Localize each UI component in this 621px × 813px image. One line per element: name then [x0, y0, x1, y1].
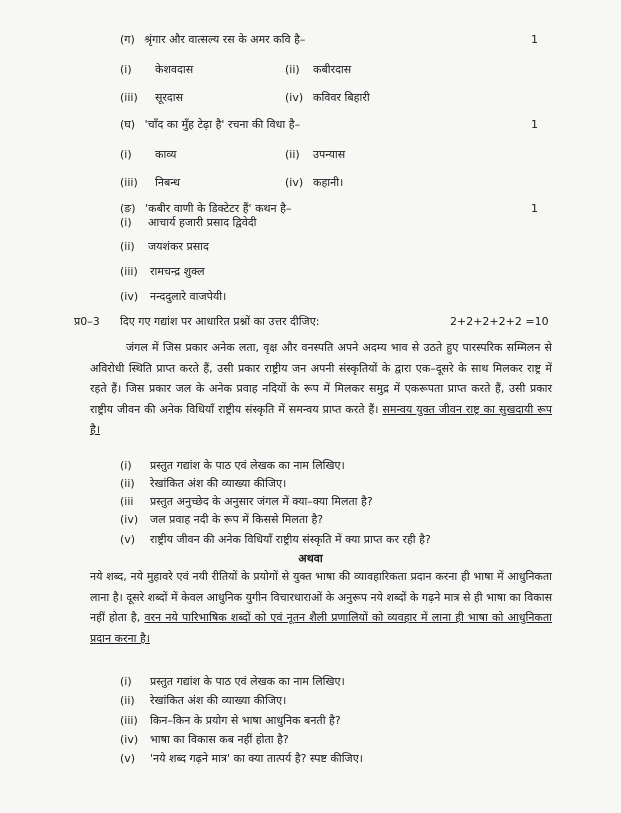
- option: (i): [120, 63, 132, 76]
- sub-question-text: जल प्रवाह नदी के रूप में किससे मिलता है?: [150, 513, 324, 526]
- sub-question: (v): [120, 533, 136, 546]
- alt-sub-question: (i): [120, 675, 132, 688]
- question-marks: 1: [531, 202, 538, 215]
- question-3-marks: 2+2+2+2+2 =10: [450, 315, 549, 328]
- option: (iii): [120, 176, 138, 189]
- option: (iii): [120, 91, 138, 104]
- option: (iv): [285, 176, 304, 189]
- option-text: नन्ददुलारे वाजपेयी।: [150, 290, 227, 303]
- sub-question: (i): [120, 459, 132, 472]
- alt-sub-question: (iv): [120, 733, 139, 746]
- option: (iv): [285, 91, 304, 104]
- option: (i): [120, 148, 132, 161]
- question-marks: 1: [531, 33, 538, 46]
- sub-question-text: प्रस्तुत गद्यांश के पाठ एवं लेखक का नाम लिखिए।: [150, 459, 345, 472]
- sub-question-text: राष्ट्रीय जीवन की अनेक विधियाँ राष्ट्रीय संस्कृति में क्या प्राप्त कर रही है?: [150, 533, 431, 546]
- option-text: रामचन्द्र शुक्ल: [150, 265, 205, 278]
- option-text: आचार्य हजारी प्रसाद द्विवेदी: [148, 216, 257, 229]
- option-text: उपन्यास: [313, 148, 346, 161]
- question-text: 'कबीर वाणी के डिक्टेटर हैं' कथन है–: [145, 202, 292, 215]
- option-text: कविवर बिहारी: [313, 91, 370, 104]
- option-text: जयशंकर प्रसाद: [148, 240, 209, 253]
- option-text: केशवदास: [155, 63, 194, 76]
- alt-passage-underlined: वरन नये पारिभाषिक शब्दों को एवं नूतन शैली प्रणालियों को व्यवहार में लाना ही भाषा को आधुनिकता प्रदान करना है।: [90, 611, 552, 645]
- sub-question: (iii: [120, 495, 134, 508]
- question-text: श्रृंगार और वात्सल्य रस के अमर कवि है–: [144, 33, 306, 46]
- option: (ii): [285, 148, 300, 161]
- alt-passage-text: नये शब्द, नये मुहावरे एवं नयी रीतियों के प्रयोगों से युक्त भाषा की व्यावहारिकता प्रदान करना ही भाषा में आधुनिकता लाना है। दूसरे शब्दों में केवल आधुनिक युगीन विचारधाराओं के अनुरूप नये शब्दों के गढ़ने मात्र से ही भाषा का विकास नहीं होता है,: [90, 570, 552, 624]
- question-gha: [120, 118, 300, 132]
- question-3-text: दिए गए गद्यांश पर आधारित प्रश्नों का उत्तर दीजिए:: [120, 315, 320, 328]
- option-text: काव्य: [155, 148, 177, 161]
- alt-sub-question: (iii): [120, 714, 138, 727]
- question-label: (घ): [120, 118, 136, 131]
- question-label: (ग): [120, 33, 135, 46]
- alt-sub-question: (v): [120, 752, 136, 765]
- passage-underlined: समन्वय युक्त जीवन राष्ट्र का सुखदायी रूप है।: [90, 402, 552, 436]
- question-text: 'चाँद का मुँह टेढ़ा है' रचना की विधा है–: [144, 118, 301, 131]
- option-text: कबीरदास: [313, 63, 352, 76]
- alt-sub-question: (ii): [120, 694, 135, 707]
- option-text: कहानी।: [313, 176, 344, 189]
- option: (ii): [285, 63, 300, 76]
- option: (i): [120, 216, 132, 229]
- alt-sub-question-text: भाषा का विकास कब नहीं होता है?: [150, 733, 289, 746]
- alt-sub-question-text: 'नये शब्द गढ़ने मात्र' का क्या तात्पर्य है? स्पष्ट कीजिए।: [150, 752, 363, 765]
- alt-sub-question-text: रेखांकित अंश की व्याख्या कीजिए।: [150, 694, 287, 707]
- question-label: (ङ): [120, 202, 136, 215]
- question-nga: [120, 202, 292, 216]
- option: (ii): [120, 240, 135, 253]
- option-text: सूरदास: [155, 91, 184, 104]
- question-3-label: प्र0–3: [74, 315, 100, 328]
- option: (iv): [120, 290, 139, 303]
- question-marks: 1: [531, 118, 538, 131]
- alt-sub-question-text: प्रस्तुत गद्यांश के पाठ एवं लेखक का नाम लिखिए।: [150, 675, 345, 688]
- sub-question: (iv): [120, 513, 139, 526]
- option-text: निबन्ध: [155, 176, 181, 189]
- athva-heading: अथवा: [298, 552, 323, 565]
- alt-sub-question-text: किन–किन के प्रयोग से भाषा आधुनिक बनती है?: [150, 714, 341, 727]
- passage-text: जंगल में जिस प्रकार अनेक लता, वृक्ष और वनस्पति अपने अदम्य भाव से उठते हुए पारस्परिक सम्मिलन से अविरोधी स्थिति प्राप्त करते हैं, उसी प्रकार राष्ट्रीय जन अपनी संस्कृतियों के द्वारा एक–दूसरे के साथ मिलकर राष्ट्र में रहते हैं। जिस प्रकार जल के अनेक प्रवाह नदियों के रूप में मिलकर समुद्र में एकरूपता प्राप्त करते हैं, उसी प्रकार राष्ट्रीय जीवन की अनेक विधियाँ राष्ट्रीय संस्कृति में समन्वय प्राप्त करते हैं।: [90, 341, 552, 416]
- option: (iii): [120, 265, 138, 278]
- sub-question-text: प्रस्तुत अनुच्छेद के अनुसार जंगल में क्या–क्या मिलता है?: [150, 495, 373, 508]
- sub-question-text: रेखांकित अंश की व्याख्या कीजिए।: [150, 477, 287, 490]
- question-ga: [120, 33, 305, 47]
- alt-passage: [90, 567, 552, 649]
- passage: [90, 338, 552, 441]
- sub-question: (ii): [120, 477, 135, 490]
